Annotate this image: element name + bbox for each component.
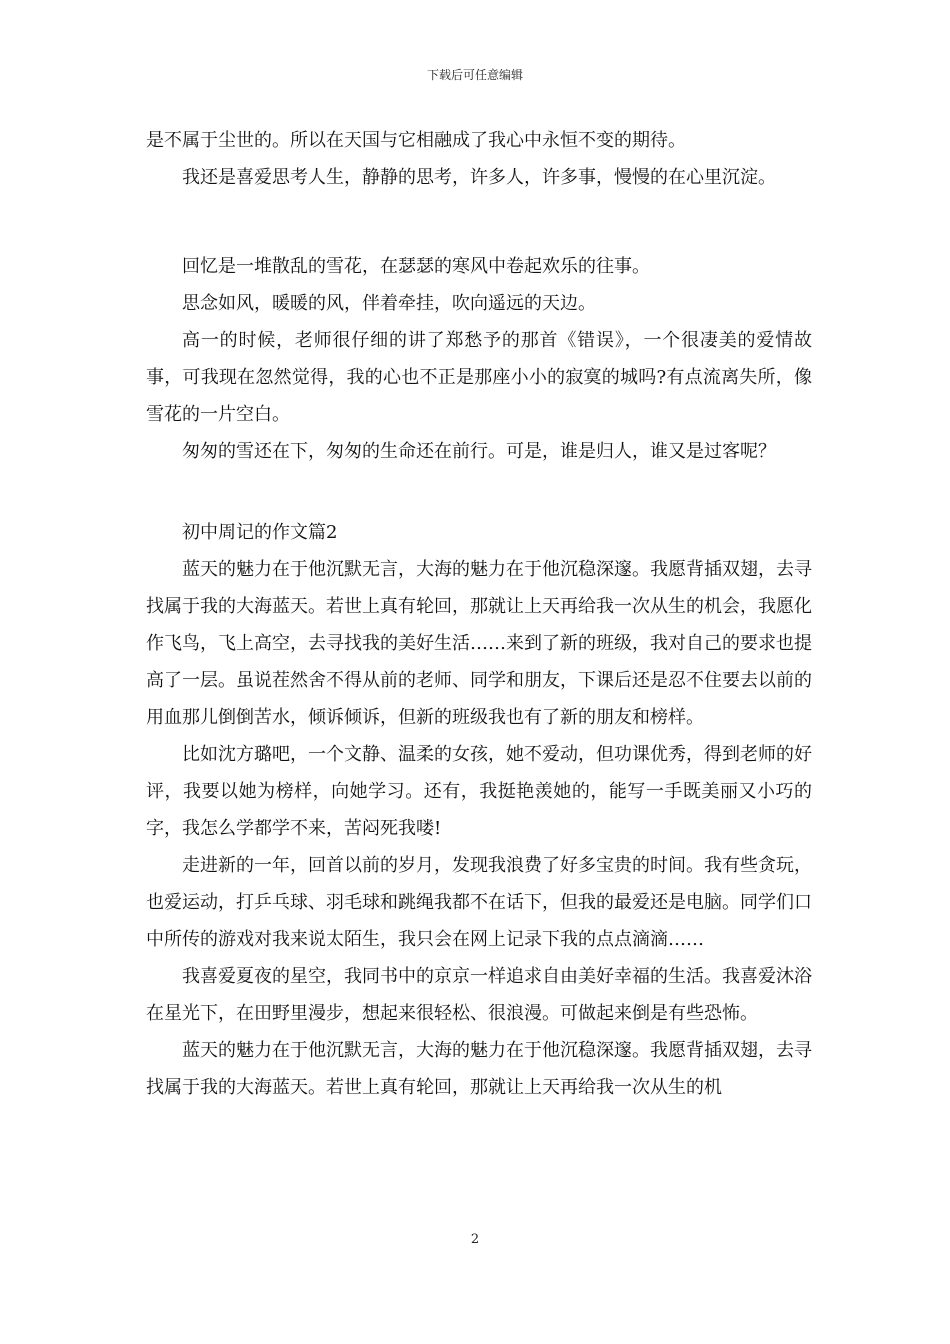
paragraph: 匆匆的雪还在下，匆匆的生命还在前行。可是，谁是归人，谁又是过客呢？ — [182, 441, 776, 462]
paragraph: 蓝天的魅力在于他沉默无言，大海的魅力在于他沉稳深邃。我愿背插双翅，去寻找属于我的大海蓝天。若世上真有轮回，那就让上天再给我一次从生的机会，我愿化作飞鸟，飞上高空，去寻找我的美好生活……来到了新的班级，我对自己的要求也提高了一层。虽说茬然舍不得从前的老师、同学和朋友，下课后还是忍不住要去以前的用血那儿倒倒苦水，倾诉倾诉，但新的班级我也有了新的朋友和榜样。 — [146, 559, 812, 728]
paragraph: 蓝天的魅力在于他沉默无言，大海的魅力在于他沉稳深邃。我愿背插双翅，去寻找属于我的大海蓝天。若世上真有轮回，那就让上天再给我一次从生的机 — [146, 1040, 812, 1098]
paragraph: 是不属于尘世的。所以在天国与它相融成了我心中永恒不变的期待。 — [146, 130, 686, 151]
section-title: 初中周记的作文篇2 — [182, 522, 338, 543]
page-number: 2 — [470, 1232, 480, 1247]
paragraph: 我还是喜爱思考人生，静静的思考，许多人，许多事，慢慢的在心里沉淀。 — [182, 167, 776, 188]
paragraph: 回忆是一堆散乱的雪花，在瑟瑟的寒风中卷起欢乐的往事。 — [182, 256, 650, 277]
paragraph: 思念如风，暖暖的风，伴着牵挂，吹向遥远的天边。 — [182, 293, 596, 314]
paragraph: 高一的时候，老师很仔细的讲了郑愁予的那首《错误》，一个很凄美的爱情故事，可我现在忽然觉得，我的心也不正是那座小小的寂寞的城吗?有点流离失所，像雪花的一片空白。 — [146, 330, 812, 425]
paragraph-gap — [146, 470, 812, 514]
paragraph-gap — [146, 196, 812, 248]
paragraph: 走进新的一年，回首以前的岁月，发现我浪费了好多宝贵的时间。我有些贪玩，也爱运动，打乒乓球、羽毛球和跳绳我都不在话下，但我的最爱还是电脑。同学们口中所传的游戏对我来说太陌生，我只会在网上记录下我的点点滴滴…… — [146, 855, 812, 950]
paragraph: 比如沈方璐吧，一个文静、温柔的女孩，她不爱动，但功课优秀，得到老师的好评，我要以她为榜样，向她学习。还有，我挺艳羡她的，能写一手既美丽又小巧的字，我怎么学都学不来，苦闷死我喽! — [146, 744, 812, 839]
paragraph: 我喜爱夏夜的星空，我同书中的京京一样追求自由美好幸福的生活。我喜爱沐浴在星光下，在田野里漫步，想起来很轻松、很浪漫。可做起来倒是有些恐怖。 — [146, 966, 812, 1024]
document-body — [146, 122, 812, 1106]
page-header: 下载后可任意编辑 — [426, 68, 523, 82]
